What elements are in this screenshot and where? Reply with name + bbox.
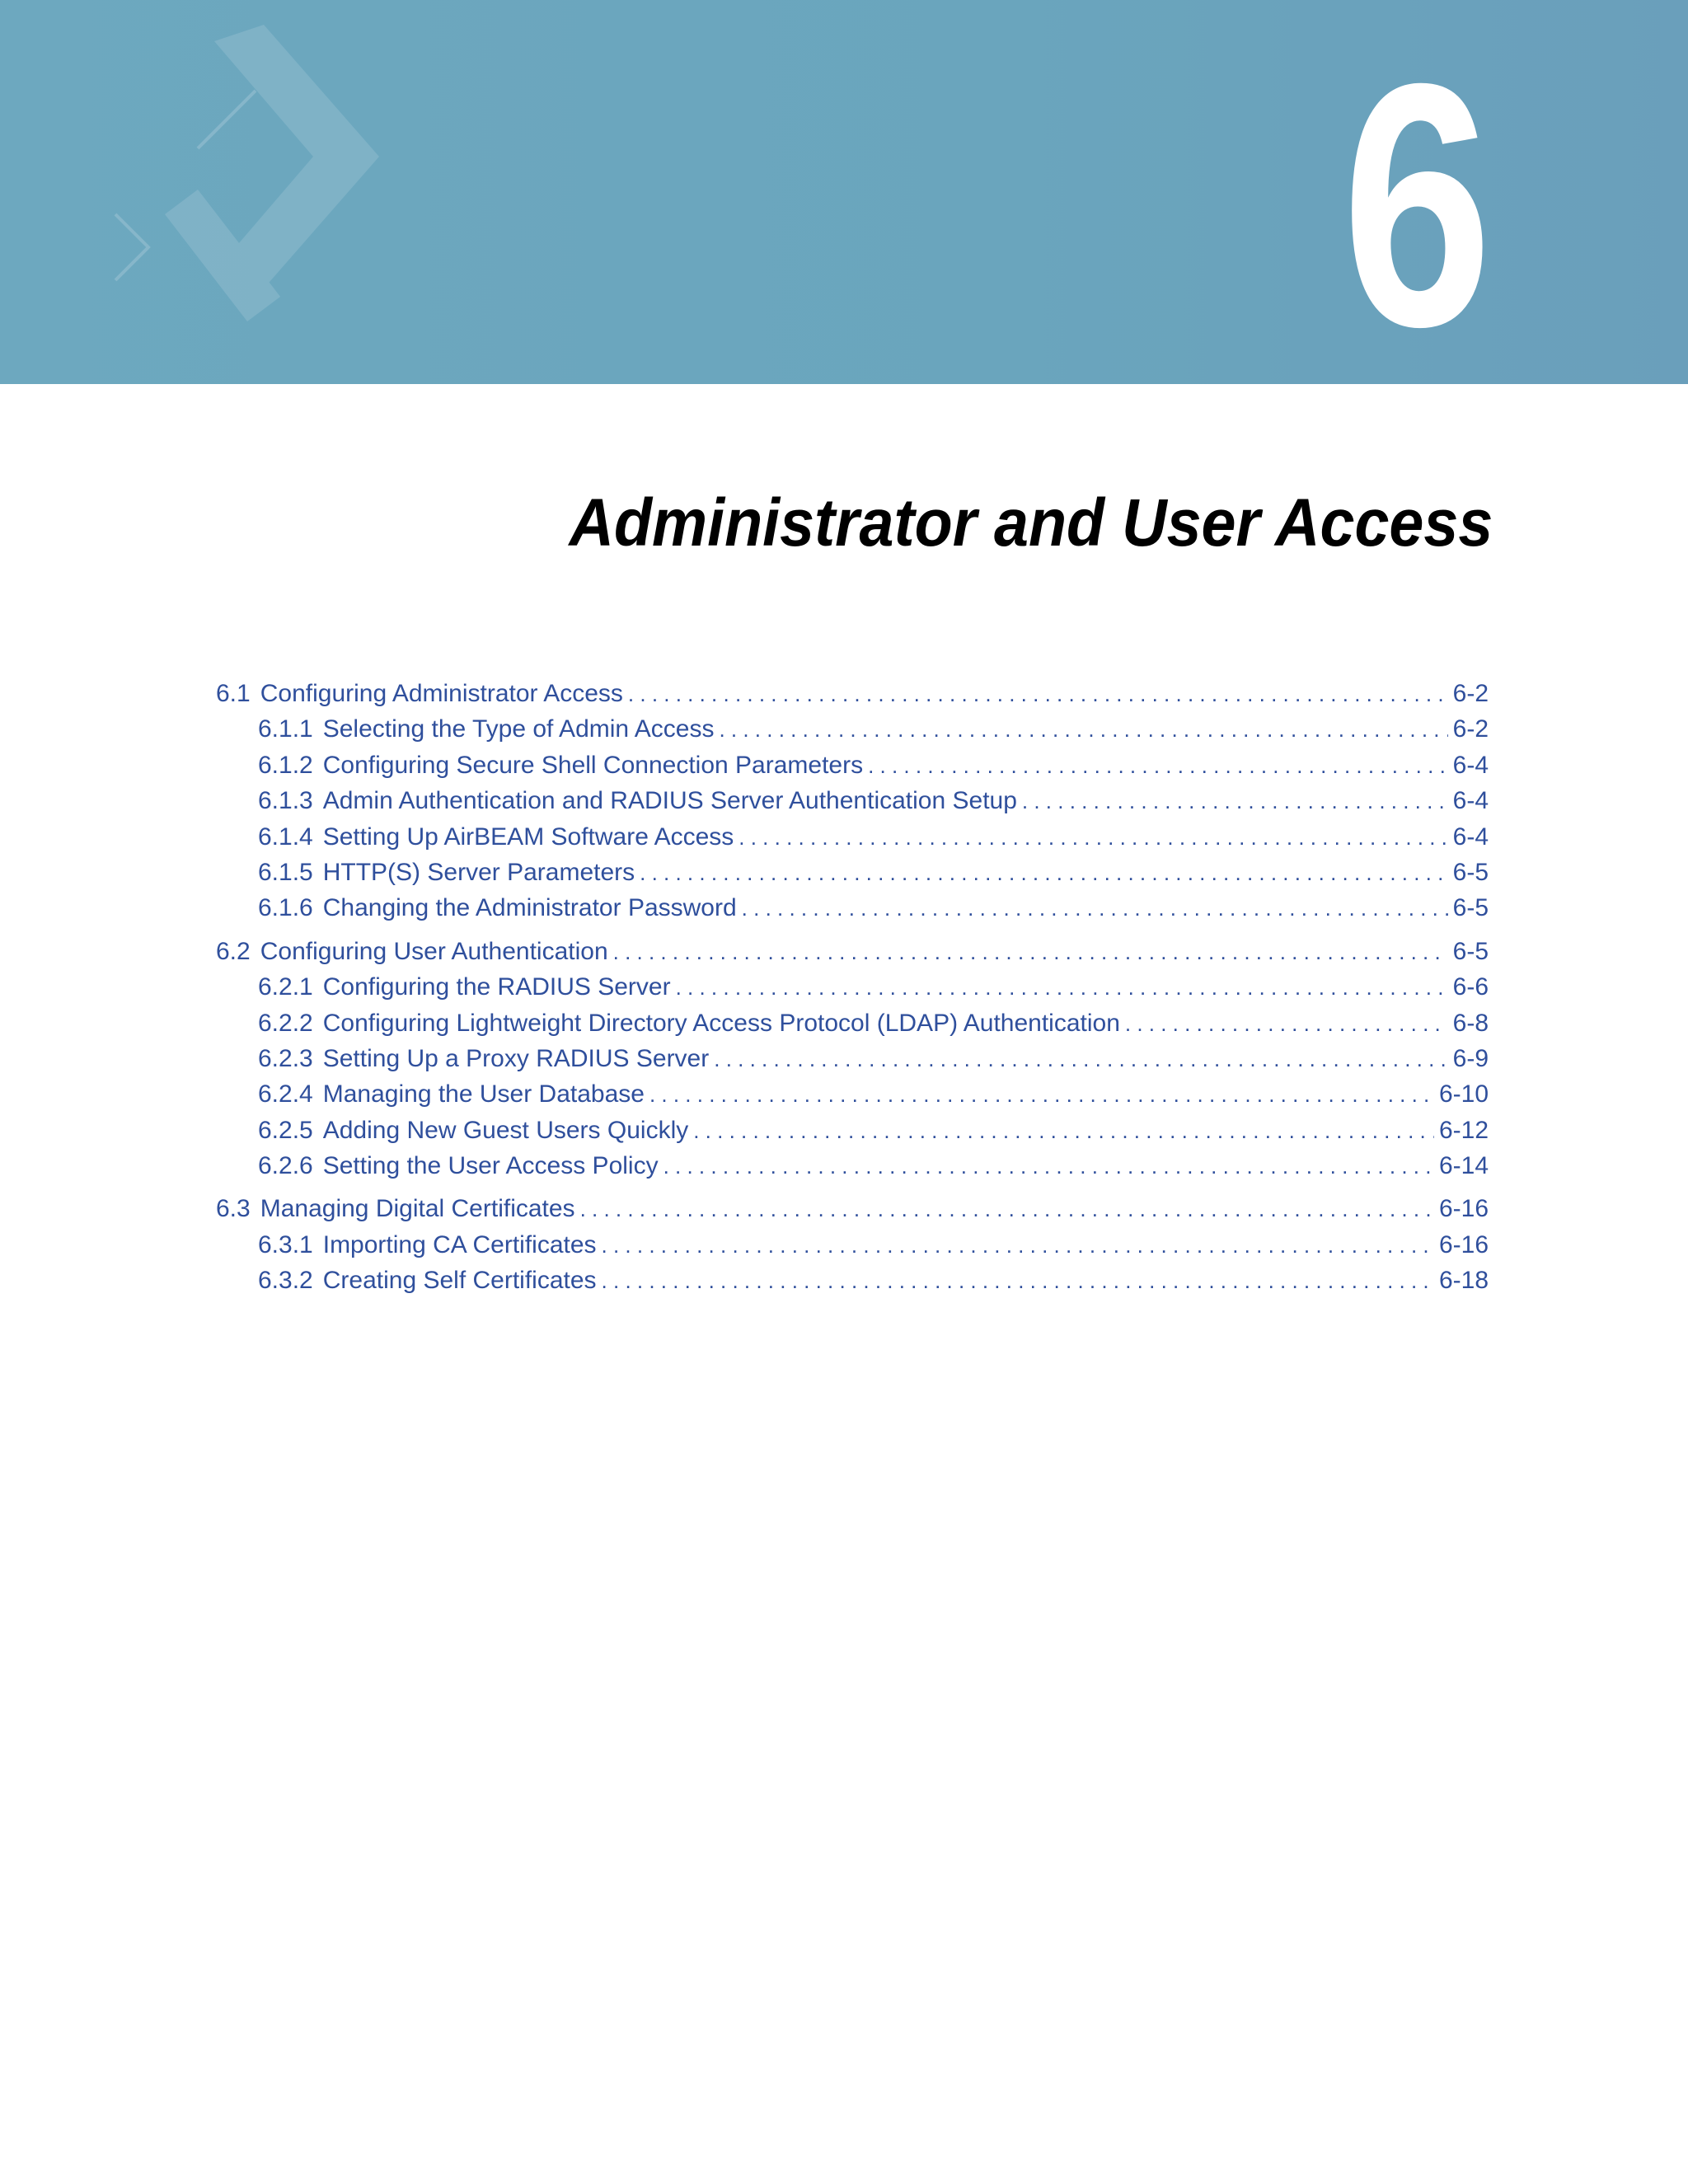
toc-entry[interactable] <box>216 934 1489 969</box>
toc-dot-leader <box>714 1042 1447 1076</box>
toc-entry[interactable] <box>216 855 1489 890</box>
toc-section-number: 6.2.1 <box>258 973 313 1001</box>
toc-entry[interactable] <box>216 1005 1489 1041</box>
toc-section-title[interactable]: Creating Self Certificates <box>322 1267 597 1295</box>
toc-entry[interactable] <box>216 1113 1489 1148</box>
toc-section-title[interactable]: Importing CA Certificates <box>322 1230 597 1258</box>
toc-page-number[interactable]: 6-4 <box>1452 751 1489 779</box>
toc-dot-leader <box>628 677 1448 711</box>
toc-page-number[interactable]: 6-6 <box>1452 973 1489 1001</box>
toc-section-number: 6.1.3 <box>258 787 313 815</box>
toc-page-number[interactable]: 6-10 <box>1438 1080 1489 1108</box>
toc-entry[interactable] <box>216 783 1489 818</box>
toc-section-number: 6.3.1 <box>258 1230 313 1258</box>
toc-dot-leader <box>649 1077 1434 1112</box>
toc-entry[interactable] <box>216 676 1489 711</box>
toc-section-number: 6.1.4 <box>258 823 313 851</box>
toc-page-number[interactable]: 6-14 <box>1438 1152 1489 1180</box>
toc-page-number[interactable]: 6-9 <box>1452 1044 1489 1072</box>
toc-section-title[interactable]: Adding New Guest Users Quickly <box>322 1116 689 1144</box>
toc-entry[interactable] <box>216 890 1489 926</box>
toc-section-title[interactable]: Setting Up a Proxy RADIUS Server <box>322 1044 710 1072</box>
toc-section-number: 6.2 <box>216 937 251 965</box>
toc-page-number[interactable]: 6-8 <box>1452 1009 1489 1037</box>
toc-dot-leader <box>602 1263 1434 1298</box>
toc-section-title[interactable]: Managing the User Database <box>322 1080 645 1108</box>
toc-page-number[interactable]: 6-5 <box>1452 937 1489 965</box>
toc-dot-leader <box>742 891 1448 926</box>
toc-entry[interactable] <box>216 969 1489 1005</box>
toc-page-number[interactable]: 6-18 <box>1438 1267 1489 1295</box>
toc-dot-leader <box>613 935 1448 969</box>
toc-page-number[interactable]: 6-5 <box>1452 894 1489 922</box>
toc-section-number: 6.2.6 <box>258 1152 313 1180</box>
toc-page-number[interactable]: 6-12 <box>1438 1116 1489 1144</box>
chapter-banner <box>0 0 1688 384</box>
toc-dot-leader <box>580 1192 1434 1226</box>
chapter-title: Administrator and User Access <box>569 485 1493 560</box>
toc-dot-leader <box>1125 1006 1448 1041</box>
toc-dot-leader <box>1022 784 1448 818</box>
toc-section-title[interactable]: Managing Digital Certificates <box>260 1195 575 1223</box>
toc-section-number: 6.1 <box>216 680 251 707</box>
toc-section-number: 6.3.2 <box>258 1267 313 1295</box>
toc-dot-leader <box>693 1113 1434 1148</box>
toc-entry[interactable] <box>216 1191 1489 1226</box>
toc-section-number: 6.1.2 <box>258 751 313 779</box>
toc-section-number: 6.3 <box>216 1195 251 1223</box>
toc-dot-leader <box>738 820 1447 855</box>
toc-dot-leader <box>719 712 1447 747</box>
toc-entry[interactable] <box>216 1148 1489 1183</box>
toc-section-title[interactable]: Configuring Secure Shell Connection Parameters <box>322 751 864 779</box>
table-of-contents <box>216 676 1489 1299</box>
toc-page-number[interactable]: 6-4 <box>1452 823 1489 851</box>
toc-dot-leader <box>868 748 1448 783</box>
toc-section-title[interactable]: HTTP(S) Server Parameters <box>322 858 635 886</box>
chapter-number: 6 <box>1342 12 1486 384</box>
toc-section-title[interactable]: Configuring Administrator Access <box>260 680 623 707</box>
toc-section-title[interactable]: Configuring Lightweight Directory Access Protocol (LDAP) Authentication <box>322 1009 1120 1037</box>
toc-section-number: 6.2.2 <box>258 1009 313 1037</box>
toc-entry[interactable] <box>216 748 1489 783</box>
toc-section-title[interactable]: Setting Up AirBEAM Software Access <box>322 823 734 851</box>
toc-dot-leader <box>602 1228 1434 1263</box>
toc-dot-leader <box>640 855 1448 890</box>
toc-entry[interactable] <box>216 1263 1489 1298</box>
toc-page-number[interactable]: 6-2 <box>1452 715 1489 743</box>
toc-entry[interactable] <box>216 1041 1489 1076</box>
toc-entry[interactable] <box>216 819 1489 855</box>
toc-entry[interactable] <box>216 1076 1489 1112</box>
toc-section-number: 6.1.6 <box>258 894 313 922</box>
toc-section-title[interactable]: Changing the Administrator Password <box>322 894 737 922</box>
toc-entry[interactable] <box>216 1227 1489 1263</box>
toc-section-title[interactable]: Selecting the Type of Admin Access <box>322 715 715 743</box>
toc-section-number: 6.2.5 <box>258 1116 313 1144</box>
chevron-arrows-icon <box>91 25 404 338</box>
toc-section-number: 6.2.3 <box>258 1044 313 1072</box>
toc-section-title[interactable]: Configuring the RADIUS Server <box>322 973 671 1001</box>
toc-dot-leader <box>676 970 1448 1005</box>
toc-dot-leader <box>663 1149 1434 1183</box>
toc-section-title[interactable]: Configuring User Authentication <box>260 937 608 965</box>
toc-page-number[interactable]: 6-16 <box>1438 1230 1489 1258</box>
toc-page-number[interactable]: 6-16 <box>1438 1195 1489 1223</box>
toc-entry[interactable] <box>216 711 1489 747</box>
toc-section-number: 6.1.1 <box>258 715 313 743</box>
toc-section-title[interactable]: Admin Authentication and RADIUS Server Authentication Setup <box>322 787 1017 815</box>
toc-page-number[interactable]: 6-4 <box>1452 787 1489 815</box>
toc-page-number[interactable]: 6-5 <box>1452 858 1489 886</box>
toc-page-number[interactable]: 6-2 <box>1452 680 1489 707</box>
toc-section-number: 6.1.5 <box>258 858 313 886</box>
toc-section-number: 6.2.4 <box>258 1080 313 1108</box>
toc-section-title[interactable]: Setting the User Access Policy <box>322 1152 659 1180</box>
